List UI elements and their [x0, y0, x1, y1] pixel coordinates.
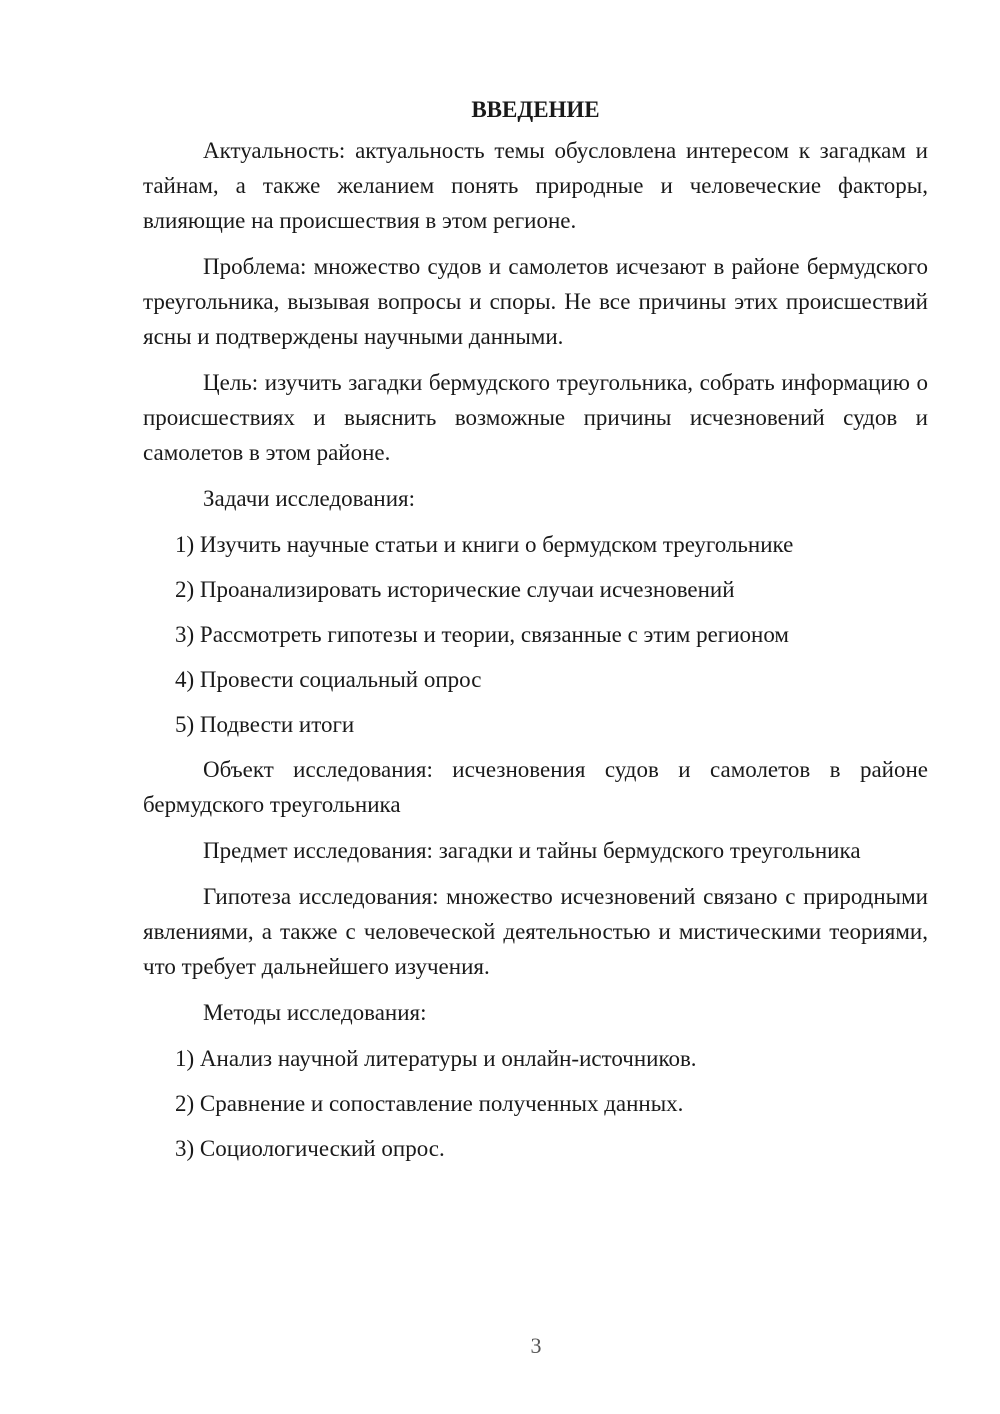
task-item: 3) Рассмотреть гипотезы и теории, связанные с этим регионом [175, 622, 789, 647]
subject-paragraph: Предмет исследования: загадки и тайны бермудского треугольника [203, 838, 861, 863]
tasks-list [143, 527, 928, 742]
method-item: 2) Сравнение и сопоставление полученных данных. [175, 1091, 684, 1116]
method-item: 3) Социологический опрос. [175, 1136, 445, 1161]
problem-paragraph: Проблема: множество судов и самолетов исчезают в районе бермудского треугольника, вызывая вопросы и споры. Не все причины этих происшествий ясны и подтверждены научными данными. [143, 254, 928, 349]
tasks-label: Задачи исследования: [203, 486, 416, 511]
methods-list [143, 1041, 928, 1166]
task-item: 2) Проанализировать исторические случаи исчезновений [175, 577, 735, 602]
section-heading: ВВЕДЕНИЕ [471, 97, 600, 122]
page-number: 3 [530, 1333, 542, 1358]
document-page [143, 92, 928, 1176]
object-paragraph: Объект исследования: исчезновения судов и самолетов в районе бермудского треугольника [143, 757, 928, 817]
goal-paragraph: Цель: изучить загадки бермудского треугольника, собрать информацию о происшествиях и выяснить возможные причины исчезновений судов и самолетов в этом районе. [143, 370, 928, 465]
task-item: 5) Подвести итоги [175, 712, 355, 737]
task-item: 4) Провести социальный опрос [175, 667, 482, 692]
relevance-paragraph: Актуальность: актуальность темы обусловлена интересом к загадкам и тайнам, а также желанием понять природные и человеческие факторы, влияющие на происшествия в этом регионе. [143, 138, 928, 233]
method-item: 1) Анализ научной литературы и онлайн-источников. [175, 1046, 697, 1071]
hypothesis-paragraph: Гипотеза исследования: множество исчезновений связано с природными явлениями, а также с человеческой деятельностью и мистическими теориями, что требует дальнейшего изучения. [143, 884, 928, 979]
task-item: 1) Изучить научные статьи и книги о бермудском треугольнике [175, 532, 794, 557]
methods-label: Методы исследования: [203, 1000, 427, 1025]
